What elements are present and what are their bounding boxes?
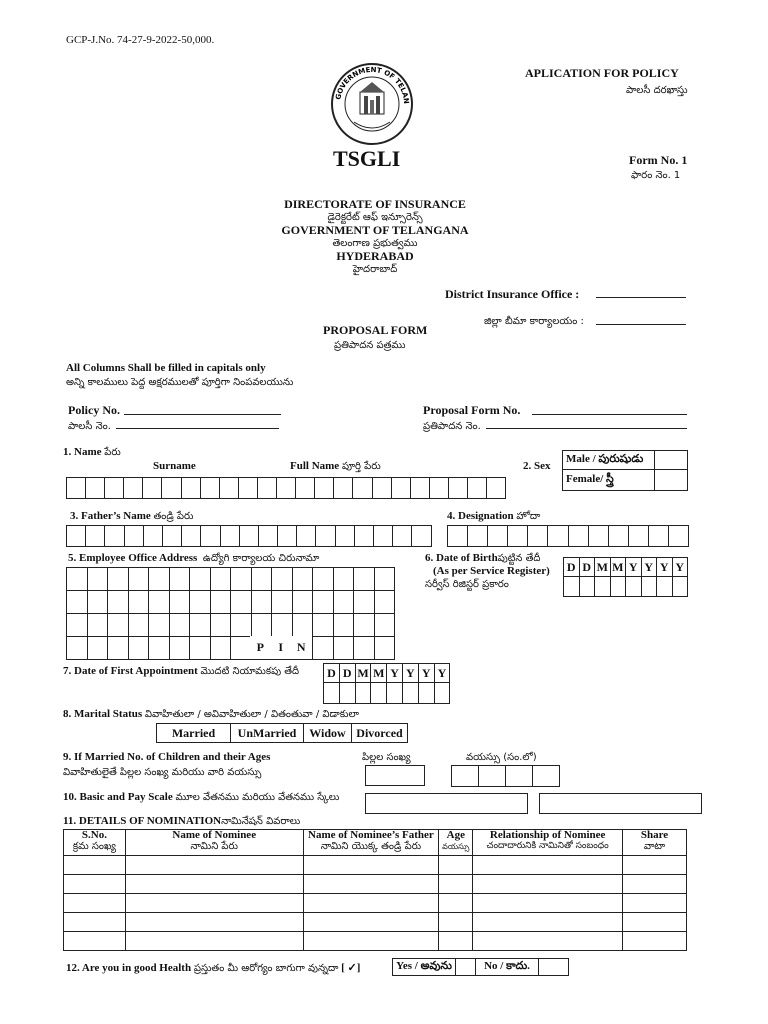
date-format-letter: Y xyxy=(403,664,419,683)
q9-children-label: 9. If Married No. of Children and their Ages xyxy=(63,751,271,763)
q9-children-label-telugu: వివాహితులైతే పిల్లల సంఖ్య మరియు వారి వయస్సు xyxy=(63,767,262,778)
father-name-character-boxes[interactable] xyxy=(66,525,432,547)
dob-format-letter: D xyxy=(580,558,596,577)
option-widow[interactable]: Widow xyxy=(304,724,352,743)
col-age: Age వయస్సు xyxy=(439,830,473,856)
marital-status-options xyxy=(156,723,408,743)
q5-address-label: 5. Employee Office Address ఉద్యోగి కార్యాలయ చిరునామా xyxy=(68,552,320,564)
table-row[interactable] xyxy=(64,932,687,951)
surname-label: Surname xyxy=(153,460,196,472)
policy-number-field-telugu[interactable] xyxy=(116,418,279,429)
date-format-letter: Y xyxy=(387,664,403,683)
pin-letter: I xyxy=(271,636,292,659)
q10-pay-label: 10. Basic and Pay Scale మూల వేతనము మరియు వేతనము స్కేలు xyxy=(63,791,340,803)
q3-father-name-label: 3. Father’s Name తండ్రి పేరు xyxy=(70,510,194,522)
pin-label-boxes xyxy=(250,636,312,659)
q7-first-appointment-label: 7. Date of First Appointment మొదటి నియామకపు తేదీ xyxy=(63,665,300,677)
capitals-instruction-telugu: అన్ని కాలములు పెద్ద అక్షరములతో పూర్తిగా నింపవలయును xyxy=(66,377,294,388)
health-no-checkbox[interactable] xyxy=(539,959,569,976)
option-married[interactable]: Married xyxy=(157,724,231,743)
seal-emblem-icon xyxy=(330,62,414,146)
date-format-letter: M xyxy=(371,664,387,683)
col-nominee-father: Name of Nominee’s Father నామిని యొక్క తండ్రి పేరు xyxy=(303,830,439,856)
pin-letter: N xyxy=(291,636,312,659)
children-age-label: వయస్సు (సం.లో) xyxy=(466,752,537,763)
application-title-telugu: పాలసీ దరఖాస్తు xyxy=(626,85,688,96)
pin-letter: P xyxy=(250,636,271,659)
male-checkbox[interactable] xyxy=(655,451,688,470)
col-relationship: Relationship of Nominee చందాదారునికి నామినితో సంబంధం xyxy=(473,830,623,856)
address-character-boxes[interactable] xyxy=(66,567,395,660)
proposal-number-label-telugu: ప్రతిపాదన నెం. xyxy=(423,421,481,432)
health-checkmark: [ ✓] xyxy=(341,962,361,974)
q1-name-label: 1. Name పేరు xyxy=(63,446,121,458)
children-count-box[interactable] xyxy=(365,765,425,786)
district-office-field-telugu[interactable] xyxy=(596,313,686,325)
dob-format-letter: M xyxy=(595,558,611,577)
health-no-label: No / కాదు. xyxy=(476,959,539,976)
q12-health-label: 12. Are you in good Health ప్రస్తుతం మీ ఆరోగ్యం బాగుగా వున్నదా [ ✓] xyxy=(66,962,361,974)
proposal-form-title-telugu: ప్రతిపాదన పత్రము xyxy=(334,340,406,351)
col-nominee-name: Name of Nominee నామిని పేరు xyxy=(125,830,303,856)
proposal-number-field-telugu[interactable] xyxy=(486,418,687,429)
female-option-label: Female/ స్త్రీ xyxy=(563,470,655,491)
q4-designation-label: 4. Designation హోదా xyxy=(447,510,541,522)
nomination-table-header xyxy=(64,830,687,856)
capitals-instruction: All Columns Shall be filled in capitals only xyxy=(66,362,266,374)
proposal-form-title: PROPOSAL FORM xyxy=(323,323,428,337)
date-format-letter: Y xyxy=(435,664,451,683)
proposal-number-field[interactable] xyxy=(532,402,687,415)
full-name-label: Full Name పూర్తి పేరు xyxy=(290,460,381,472)
policy-number-label-telugu: పాలసీ నెం. xyxy=(68,421,111,432)
district-office-label: District Insurance Office : xyxy=(445,287,580,301)
option-divorced[interactable]: Divorced xyxy=(352,724,408,743)
directorate-header xyxy=(200,198,550,276)
q2-sex-label: 2. Sex xyxy=(523,460,551,472)
appointment-date-boxes[interactable] xyxy=(323,663,450,704)
dob-format-letter: Y xyxy=(657,558,673,577)
gazette-reference: GCP-J.No. 74-27-9-2022-50,000. xyxy=(66,34,215,46)
district-office-label-telugu: జిల్లా బీమా కార్యాలయం : xyxy=(484,316,584,327)
table-row[interactable] xyxy=(64,875,687,894)
city-name: HYDERABAD xyxy=(336,249,414,263)
q11-nomination-label: 11. DETAILS OF NOMINATIONనామినేషన్ వివరాలు xyxy=(63,815,301,827)
dob-boxes[interactable] xyxy=(563,557,688,597)
government-name: GOVERNMENT OF TELANGANA xyxy=(281,223,469,237)
district-office-field[interactable] xyxy=(596,286,686,298)
basic-pay-box[interactable] xyxy=(365,793,528,814)
city-name-telugu: హైదరాబాద్ xyxy=(352,264,398,275)
directorate-title: DIRECTORATE OF INSURANCE xyxy=(284,197,466,211)
proposal-number-label: Proposal Form No. xyxy=(423,403,521,417)
health-yes-checkbox[interactable] xyxy=(456,959,476,976)
svg-text:GOVERNMENT OF TELANGANA: GOVERNMENT OF TELAN xyxy=(334,65,411,105)
date-format-letter: Y xyxy=(419,664,435,683)
form-number: Form No. 1 xyxy=(629,153,688,167)
dob-format-letter: Y xyxy=(626,558,642,577)
date-format-letter: D xyxy=(340,664,356,683)
table-row[interactable] xyxy=(64,913,687,932)
name-character-boxes[interactable] xyxy=(66,477,506,499)
form-number-telugu: ఫారం నెం. 1 xyxy=(631,170,681,181)
col-share: Share వాటా xyxy=(623,830,687,856)
male-option-label: Male / పురుషుడు xyxy=(563,451,655,470)
pay-scale-box[interactable] xyxy=(539,793,702,814)
children-age-boxes[interactable] xyxy=(451,765,560,787)
dob-format-letter: Y xyxy=(673,558,689,577)
dob-format-letter: M xyxy=(611,558,627,577)
children-count-label: పిల్లల సంఖ్య xyxy=(362,752,411,763)
female-checkbox[interactable] xyxy=(655,470,688,491)
q6-dob-label: 6. Date of Birthపుట్టిన తేదీ (As per Service Register) సర్వీస్ రిజిస్టర్ ప్రకారం xyxy=(425,552,550,590)
col-sno: S.No. క్రమ సంఖ్య xyxy=(64,830,126,856)
table-row[interactable] xyxy=(64,856,687,875)
sex-options xyxy=(562,450,688,491)
date-format-letter: D xyxy=(324,664,340,683)
application-title: APLICATION FOR POLICY xyxy=(525,66,679,80)
government-seal-logo xyxy=(330,62,414,146)
health-yes-label: Yes / అవును xyxy=(393,959,456,976)
policy-number-field[interactable] xyxy=(124,402,281,415)
directorate-title-telugu: డైరెక్టరేట్ ఆఫ్ ఇన్సూరెన్స్ xyxy=(327,212,423,223)
dob-format-letter: D xyxy=(564,558,580,577)
nomination-table xyxy=(63,829,687,951)
health-options xyxy=(392,958,569,976)
q8-marital-status-label: 8. Marital Status వివాహితులా / అవివాహితులా / వితంతువా / విడాకులా xyxy=(63,708,359,720)
government-name-telugu: తెలంగాణ ప్రభుత్వము xyxy=(332,238,418,249)
date-format-letter: M xyxy=(356,664,372,683)
table-row[interactable] xyxy=(64,894,687,913)
designation-character-boxes[interactable] xyxy=(447,525,689,547)
dob-format-letter: Y xyxy=(642,558,658,577)
policy-number-label: Policy No. xyxy=(68,403,120,417)
brand-title: TSGLI xyxy=(333,146,401,171)
option-unmarried[interactable]: UnMarried xyxy=(231,724,304,743)
